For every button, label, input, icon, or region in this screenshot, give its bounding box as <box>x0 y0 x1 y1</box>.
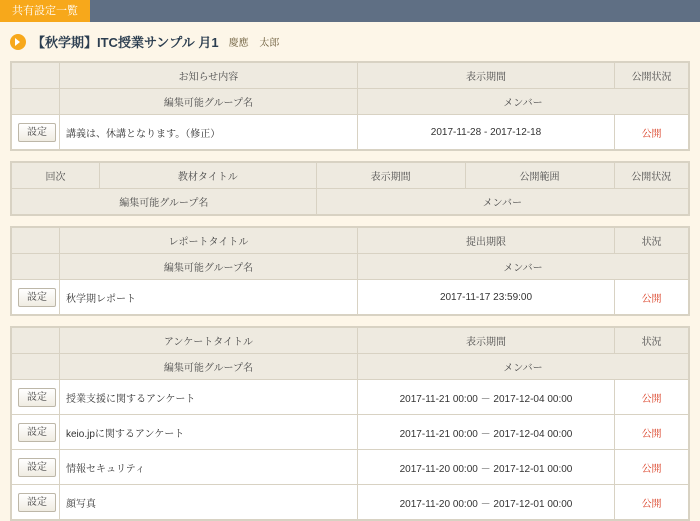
questionnaires-header-row-1 <box>12 328 689 354</box>
reports-header-group: 編集可能グループ名 <box>60 254 358 280</box>
materials-header-period: 表示期間 <box>316 163 465 189</box>
news-header-status: 公開状況 <box>615 63 689 89</box>
questionnaires-header-blank <box>12 328 60 354</box>
settings-button[interactable]: 設定 <box>18 423 56 442</box>
materials-header-status: 公開状況 <box>614 163 689 189</box>
materials-header-scope: 公開範囲 <box>465 163 614 189</box>
questionnaire-row-setting-cell <box>12 450 60 485</box>
news-header-row-1 <box>12 63 689 89</box>
questionnaire-row-period: 2017-11-21 00:00 － 2017-12-04 00:00 <box>357 380 614 415</box>
table-row <box>12 280 689 315</box>
news-row-content: 講義は、休講となります。（修正） <box>60 115 358 150</box>
questionnaire-row-title: keio.jpに関するアンケート <box>60 415 358 450</box>
settings-button[interactable]: 設定 <box>18 123 56 142</box>
status-badge: 公開 <box>615 380 689 415</box>
settings-button[interactable]: 設定 <box>18 458 56 477</box>
news-header-group: 編集可能グループ名 <box>60 89 358 115</box>
reports-header-blank <box>12 228 60 254</box>
questionnaires-header-row-2 <box>12 354 689 380</box>
section-materials <box>10 161 690 216</box>
questionnaire-row-title: 授業支援に関するアンケート <box>60 380 358 415</box>
questionnaire-row-setting-cell <box>12 380 60 415</box>
arrow-right-icon <box>10 34 26 50</box>
questionnaire-row-title: 顔写真 <box>60 485 358 520</box>
owner-name: 太郎 <box>259 38 280 49</box>
status-badge: 公開 <box>615 485 689 520</box>
news-header-blank-2 <box>12 89 60 115</box>
news-table <box>11 62 689 150</box>
reports-row-deadline: 2017-11-17 23:59:00 <box>357 280 614 315</box>
questionnaires-header-blank-2 <box>12 354 60 380</box>
top-bar <box>0 0 700 22</box>
questionnaire-row-period: 2017-11-21 00:00 － 2017-12-04 00:00 <box>357 415 614 450</box>
questionnaire-row-title: 情報セキュリティ <box>60 450 358 485</box>
materials-table <box>11 162 689 215</box>
reports-header-member: メンバー <box>357 254 688 280</box>
reports-header-deadline: 提出期限 <box>357 228 614 254</box>
questionnaires-header-member: メンバー <box>357 354 688 380</box>
page-title: 【秋学期】ITC授業サンプル 月1 <box>32 35 219 50</box>
page-title-row <box>0 22 700 61</box>
status-badge: 公開 <box>615 415 689 450</box>
questionnaire-row-setting-cell <box>12 485 60 520</box>
status-badge: 公開 <box>615 450 689 485</box>
news-header-content: お知らせ内容 <box>60 63 358 89</box>
questionnaires-header-group: 編集可能グループ名 <box>60 354 358 380</box>
table-row <box>12 380 689 415</box>
owner-affiliation: 慶應 <box>228 38 249 49</box>
news-header-row-2 <box>12 89 689 115</box>
table-row <box>12 115 689 150</box>
reports-table <box>11 227 689 315</box>
questionnaires-header-title: アンケートタイトル <box>60 328 358 354</box>
questionnaires-table <box>11 327 689 520</box>
reports-row-title: 秋学期レポート <box>60 280 358 315</box>
settings-button[interactable]: 設定 <box>18 493 56 512</box>
news-header-member: メンバー <box>357 89 688 115</box>
news-row-setting-cell <box>12 115 60 150</box>
questionnaire-row-period: 2017-11-20 00:00 － 2017-12-01 00:00 <box>357 450 614 485</box>
settings-button[interactable]: 設定 <box>18 388 56 407</box>
status-badge: 公開 <box>615 280 689 315</box>
section-reports <box>10 226 690 316</box>
table-row <box>12 485 689 520</box>
table-row <box>12 450 689 485</box>
reports-header-blank-2 <box>12 254 60 280</box>
questionnaire-row-period: 2017-11-20 00:00 － 2017-12-01 00:00 <box>357 485 614 520</box>
section-questionnaires <box>10 326 690 521</box>
news-row-period: 2017-11-28 - 2017-12-18 <box>357 115 614 150</box>
reports-row-setting-cell <box>12 280 60 315</box>
news-header-period: 表示期間 <box>357 63 614 89</box>
table-row <box>12 415 689 450</box>
reports-header-row-2 <box>12 254 689 280</box>
materials-header-row-2 <box>12 189 689 215</box>
page-title-owner <box>229 34 288 49</box>
reports-header-title: レポートタイトル <box>60 228 358 254</box>
questionnaires-header-period: 表示期間 <box>357 328 614 354</box>
materials-header-row-1 <box>12 163 689 189</box>
materials-header-title: 教材タイトル <box>100 163 317 189</box>
section-news <box>10 61 690 151</box>
settings-button[interactable]: 設定 <box>18 288 56 307</box>
top-bar-filler <box>90 0 700 22</box>
questionnaire-row-setting-cell <box>12 415 60 450</box>
questionnaires-header-status: 状況 <box>615 328 689 354</box>
tab-shared-settings-list[interactable]: 共有設定一覧 <box>0 0 90 22</box>
reports-header-row-1 <box>12 228 689 254</box>
materials-header-session: 回次 <box>12 163 100 189</box>
status-badge: 公開 <box>615 115 689 150</box>
materials-header-group: 編集可能グループ名 <box>12 189 317 215</box>
reports-header-status: 状況 <box>615 228 689 254</box>
materials-header-member: メンバー <box>316 189 688 215</box>
news-header-blank <box>12 63 60 89</box>
